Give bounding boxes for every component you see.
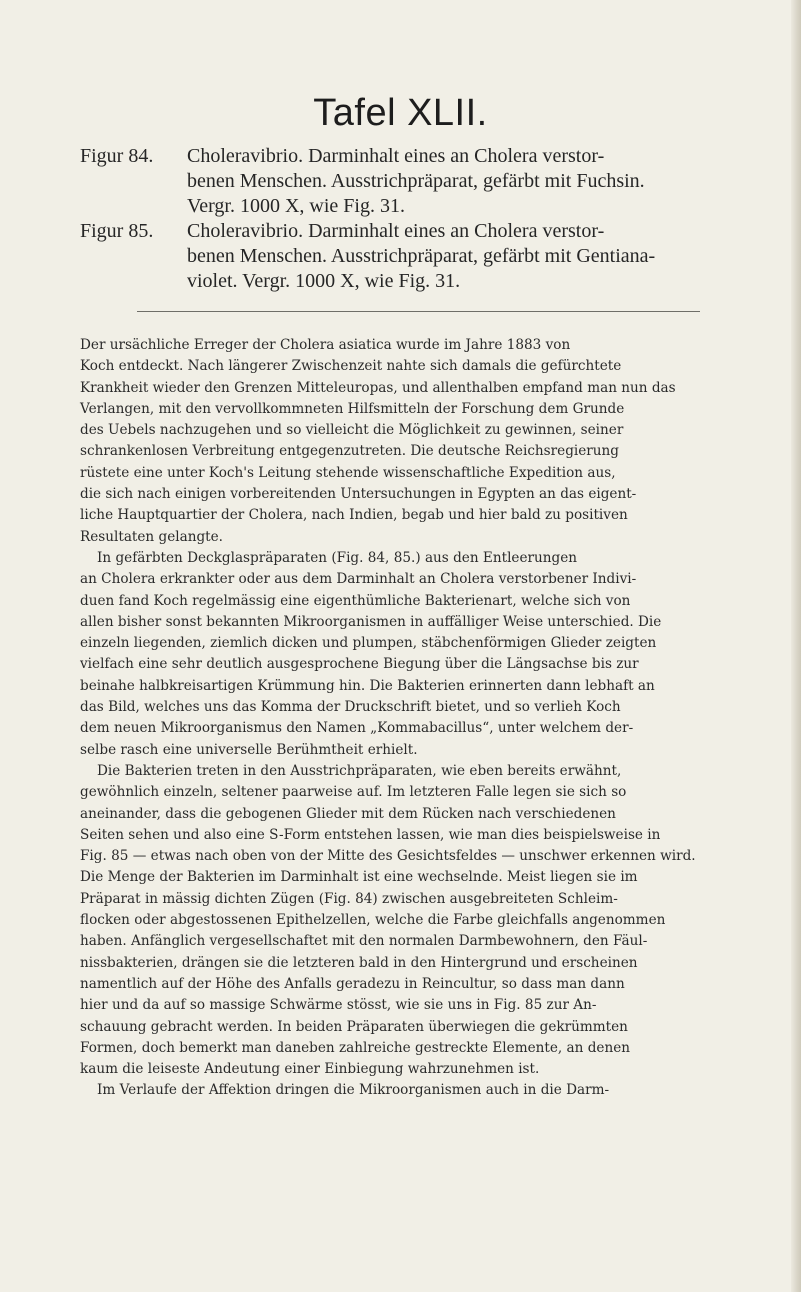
text-line: Präparat in mässig dichten Zügen (Fig. 84) zwischen ausgebreiteten Schleim- [80,890,618,907]
text-line: hier und da auf so massige Schwärme stösst, wie sie uns in Fig. 85 zur An- [80,997,597,1014]
text-line: haben. Anfänglich vergesellschaftet mit den normalen Darmbewohnern, den Fäul- [80,933,648,950]
text-line: kaum die leiseste Andeutung einer Einbiegung wahrzunehmen ist. [80,1061,540,1078]
text-line: dem neuen Mikroorganismus den Namen „Kommabacillus“, unter welchem der- [80,720,634,737]
text-line: vielfach eine sehr deutlich ausgesprochene Biegung über die Längsachse bis zur [80,656,639,673]
plate-title: Tafel XLII. [313,92,488,134]
text-line: Koch entdeckt. Nach längerer Zwischenzeit nahte sich damals die gefürchtete [80,358,622,375]
text-line: an Cholera erkrankter oder aus dem Darminhalt an Cholera verstorbener Indivi- [80,571,637,588]
text-line: Die Menge der Bakterien im Darminhalt ist eine wechselnde. Meist liegen sie im [80,869,638,886]
caption-line: benen Menschen. Ausstrichpräparat, gefärbt mit Gentiana- [187,245,656,267]
caption-line: Choleravibrio. Darminhalt eines an Cholera verstor- [187,145,605,167]
text-line: des Uebels nachzugehen und so vielleicht die Möglichkeit zu gewinnen, seiner [80,422,624,439]
page-edge-shadow [791,0,801,1292]
text-line: beinahe halbkreisartigen Krümmung hin. Die Bakterien erinnerten dann lebhaft an [80,677,655,694]
divider-rule [137,311,700,312]
caption-line: Choleravibrio. Darminhalt eines an Cholera verstor- [187,220,605,242]
text-line: schauung gebracht werden. In beiden Präparaten überwiegen die gekrümmten [80,1018,628,1035]
text-line: flocken oder abgestossenen Epithelzellen, welche die Farbe gleichfalls angenommen [80,912,666,929]
text-line: nissbakterien, drängen sie die letzteren bald in den Hintergrund und erscheinen [80,954,638,971]
caption-line: violet. Vergr. 1000 X, wie Fig. 31. [187,270,461,292]
text-line: In gefärbten Deckglaspräparaten (Fig. 84, 85.) aus den Entleerungen [97,549,578,566]
text-line: aneinander, dass die gebogenen Glieder mit dem Rücken nach verschiedenen [80,805,616,822]
figure-label: Figur 84. [80,145,154,167]
text-line: Seiten sehen und also eine S-Form entstehen lassen, wie man dies beispielsweise in [80,826,661,843]
text-line: gewöhnlich einzeln, seltener paarweise auf. Im letzteren Falle legen sie sich so [80,784,627,801]
text-line: liche Hauptquartier der Cholera, nach Indien, begab und hier bald zu positiven [80,507,628,524]
text-line: Im Verlaufe der Affektion dringen die Mikroorganismen auch in die Darm- [97,1082,610,1099]
text-line: Verlangen, mit den vervollkommneten Hilfsmitteln der Forschung dem Grunde [80,400,625,417]
text-line: Resultaten gelangte. [80,528,223,545]
text-line: selbe rasch eine universelle Berühmtheit erhielt. [80,741,418,758]
text-line: duen fand Koch regelmässig eine eigenthümliche Bakterienart, welche sich von [80,592,631,609]
text-line: einzeln liegenden, ziemlich dicken und plumpen, stäbchenförmigen Glieder zeigten [80,635,657,652]
text-line: namentlich auf der Höhe des Anfalls geradezu in Reincultur, so dass man dann [80,975,625,992]
text-line: die sich nach einigen vorbereitenden Untersuchungen in Egypten an das eigent- [80,486,637,503]
text-line: rüstete eine unter Koch's Leitung stehende wissenschaftliche Expedition aus, [80,464,616,481]
text-line: Fig. 85 — etwas nach oben von der Mitte des Gesichtsfeldes — unschwer erkennen wird. [80,848,696,865]
figure-caption-text [187,219,772,294]
figure-label: Figur 85. [80,220,154,242]
text-line: Die Bakterien treten in den Ausstrichpräparaten, wie eben bereits erwähnt, [97,762,622,779]
text-line: Formen, doch bemerkt man daneben zahlreiche gestreckte Elemente, an denen [80,1039,631,1056]
text-line: allen bisher sonst bekannten Mikroorganismen in auffälliger Weise unterschied. Die [80,613,662,630]
caption-line: benen Menschen. Ausstrichpräparat, gefärbt mit Fuchsin. [187,170,645,192]
text-line: schrankenlosen Verbreitung entgegenzutreten. Die deutsche Reichsregierung [80,443,620,460]
text-line: das Bild, welches uns das Komma der Druckschrift bietet, und so verlieh Koch [80,699,621,716]
text-line: Der ursächliche Erreger der Cholera asiatica wurde im Jahre 1883 von [80,337,571,353]
caption-line: Vergr. 1000 X, wie Fig. 31. [187,195,405,217]
body-text [80,335,780,1102]
figure-caption-text [187,144,772,219]
text-line: Krankheit wieder den Grenzen Mitteleuropas, und allenthalben empfand man nun das [80,379,676,396]
